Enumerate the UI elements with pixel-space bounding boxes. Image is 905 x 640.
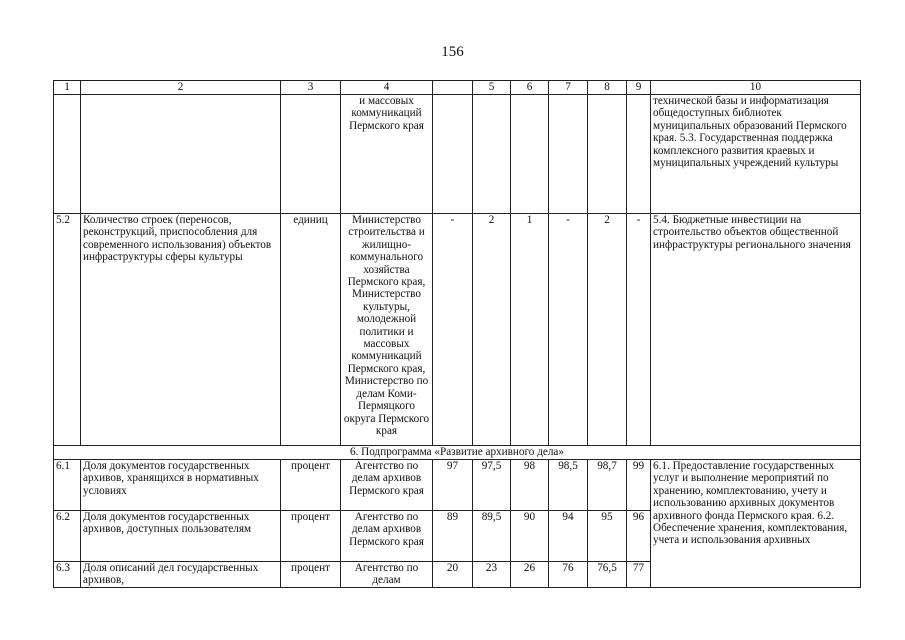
value: - <box>627 214 651 446</box>
section-row <box>54 446 861 460</box>
value: 98,7 <box>588 460 627 511</box>
section-title: 6. Подпрограмма «Развитие архивного дела» <box>54 446 861 460</box>
row-number: 5.2 <box>54 214 81 446</box>
col-header-8: 8 <box>588 81 627 95</box>
value: - <box>433 214 473 446</box>
indicator-name: Доля документов государственных архивов, доступных пользователям <box>81 511 281 562</box>
value: 94 <box>549 511 588 562</box>
value: 97,5 <box>473 460 511 511</box>
unit: процент <box>281 562 341 588</box>
cell-name <box>81 95 281 214</box>
value: 96 <box>627 511 651 562</box>
value: 98 <box>511 460 549 511</box>
cell-unit <box>281 95 341 214</box>
indicators-table <box>53 80 861 588</box>
value: 95 <box>588 511 627 562</box>
col-header-4: 4 <box>341 81 433 95</box>
value: 99 <box>627 460 651 511</box>
cell-value <box>549 95 588 214</box>
col-header-7: 7 <box>549 81 588 95</box>
value: 20 <box>433 562 473 588</box>
cell-value <box>511 95 549 214</box>
value: 90 <box>511 511 549 562</box>
unit: процент <box>281 511 341 562</box>
cell-value <box>473 95 511 214</box>
col-header-10: 10 <box>651 81 861 95</box>
row-number: 6.3 <box>54 562 81 588</box>
value: 76 <box>549 562 588 588</box>
table-row <box>54 214 861 446</box>
value: 23 <box>473 562 511 588</box>
executor: Агентство по делам архивов Пермского края <box>341 511 433 562</box>
indicator-name: Количество строек (переносов, реконструкций, приспособления для современного использования) объектов инфраструктуры сферы культуры <box>81 214 281 446</box>
table-row <box>54 460 861 511</box>
value: 98,5 <box>549 460 588 511</box>
unit: единиц <box>281 214 341 446</box>
col-header-9: 9 <box>627 81 651 95</box>
value: 76,5 <box>588 562 627 588</box>
indicator-name: Доля описаний дел государственных архивов, <box>81 562 281 588</box>
executor: Агентство по делам архивов Пермского края <box>341 460 433 511</box>
cell-value <box>588 95 627 214</box>
page-number: 156 <box>441 44 464 60</box>
col-header-empty <box>433 81 473 95</box>
cell-value <box>433 95 473 214</box>
col-header-6: 6 <box>511 81 549 95</box>
value: 89,5 <box>473 511 511 562</box>
col-header-3: 3 <box>281 81 341 95</box>
executor: Министерство строительства и жилищно-коммунального хозяйства Пермского края, Министерство культуры, молодежной политики и массовых коммуникаций Пермского края, Министерство по делам Коми-Пермяцкого округа Пермского края <box>341 214 433 446</box>
cell-num <box>54 95 81 214</box>
cell-value <box>627 95 651 214</box>
col-header-1: 1 <box>54 81 81 95</box>
executor: Агентство по делам <box>341 562 433 588</box>
indicator-name: Доля документов государственных архивов, хранящихся в нормативных условиях <box>81 460 281 511</box>
cell-measures: технической базы и информатизация общедоступных библиотек муниципальных образований Пермского края. 5.3. Государственная поддержка комплексного развития краевых и муниципальных учреждений культуры <box>651 95 861 214</box>
col-header-5: 5 <box>473 81 511 95</box>
row-number: 6.2 <box>54 511 81 562</box>
row-number: 6.1 <box>54 460 81 511</box>
value: 26 <box>511 562 549 588</box>
measures: 6.1. Предоставление государственных услуг и выполнение мероприятий по хранению, комплектованию, учету и использованию архивных документов архивного фонда Пермского края. 6.2. Обеспечение хранения, комплектования, учета и использования архивных <box>651 460 861 588</box>
table-row-continuation <box>54 95 861 214</box>
unit: процент <box>281 460 341 511</box>
cell-executor: и массовых коммуникаций Пермского края <box>341 95 433 214</box>
value: 2 <box>473 214 511 446</box>
column-number-row <box>54 81 861 95</box>
col-header-2: 2 <box>81 81 281 95</box>
value: 77 <box>627 562 651 588</box>
value: 2 <box>588 214 627 446</box>
value: 89 <box>433 511 473 562</box>
value: - <box>549 214 588 446</box>
measures: 5.4. Бюджетные инвестиции на строительство объектов общественной инфраструктуры регионального значения <box>651 214 861 446</box>
value: 1 <box>511 214 549 446</box>
value: 97 <box>433 460 473 511</box>
